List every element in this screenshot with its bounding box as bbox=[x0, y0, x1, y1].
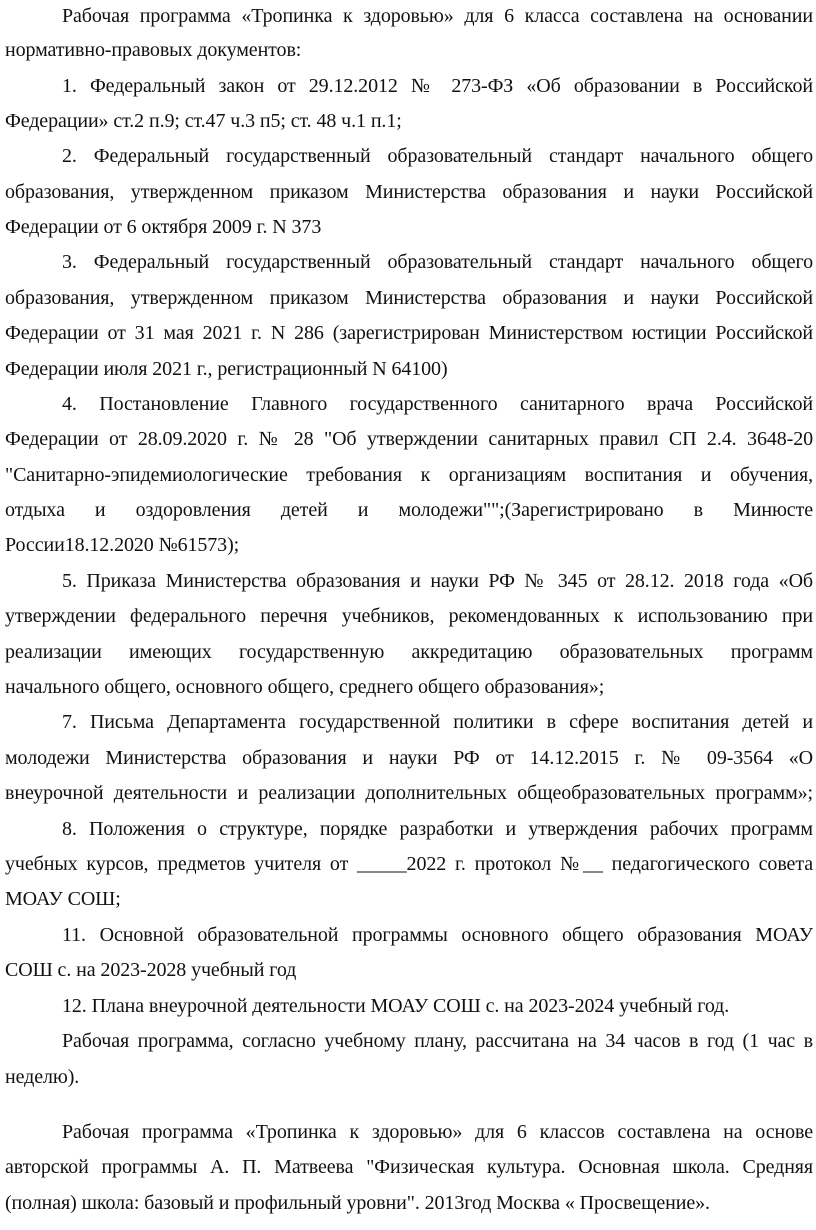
item-2-line-1: 2. Федеральный государственный образовательный стандарт начального общего bbox=[62, 145, 813, 167]
item-3-line-2: образования, утвержденном приказом Министерства образования и науки Российской bbox=[5, 287, 813, 309]
item-2-line-3: Федерации от 6 октября 2009 г. N 373 bbox=[5, 216, 322, 238]
hours-paragraph-line-1: Рабочая программа, согласно учебному плану, рассчитана на 34 часов в год (1 час в bbox=[62, 1030, 813, 1052]
item-12-line-1: 12. Плана внеурочной деятельности МОАУ СОШ с. на 2023-2024 учебный год. bbox=[62, 995, 730, 1017]
hours-paragraph-line-2: неделю). bbox=[5, 1066, 80, 1088]
item-7-line-3: внеурочной деятельности и реализации дополнительных общеобразовательных программ»; bbox=[5, 782, 813, 804]
item-1-line-1: 1. Федеральный закон от 29.12.2012 № 273-ФЗ «Об образовании в Российской bbox=[62, 75, 813, 97]
source-paragraph-line-2: авторской программы А. П. Матвеева "Физическая культура. Основная школа. Средняя bbox=[5, 1156, 813, 1178]
item-1-line-2: Федерации» ст.2 п.9; ст.47 ч.3 п5; ст. 48 ч.1 п.1; bbox=[5, 110, 402, 132]
item-8-line-1: 8. Положения о структуре, порядке разработки и утверждения рабочих программ bbox=[62, 818, 813, 840]
item-11-line-1: 11. Основной образовательной программы основного общего образования МОАУ bbox=[62, 924, 813, 946]
intro-paragraph-line-1: Рабочая программа «Тропинка к здоровью» для 6 класса составлена на основании bbox=[62, 5, 813, 27]
item-3-line-1: 3. Федеральный государственный образовательный стандарт начального общего bbox=[62, 251, 813, 273]
source-paragraph-line-1: Рабочая программа «Тропинка к здоровью» для 6 классов составлена на основе bbox=[62, 1121, 813, 1143]
item-8-line-2: учебных курсов, предметов учителя от _____2022 г. протокол №__ педагогического совета bbox=[5, 853, 813, 875]
source-paragraph-line-3: (полная) школа: базовый и профильный уровни". 2013год Москва « Просвещение». bbox=[5, 1192, 710, 1214]
item-4-line-2: Федерации от 28.09.2020 г. № 28 "Об утверждении санитарных правил СП 2.4. 3648-20 bbox=[5, 428, 813, 450]
item-4-line-1: 4. Постановление Главного государственного санитарного врача Российской bbox=[62, 393, 813, 415]
item-8-line-3: МОАУ СОШ; bbox=[5, 888, 121, 910]
item-2-line-2: образования, утвержденном приказом Министерства образования и науки Российской bbox=[5, 181, 813, 203]
item-5-line-1: 5. Приказа Министерства образования и науки РФ № 345 от 28.12. 2018 года «Об bbox=[62, 570, 813, 592]
item-11-line-2: СОШ с. на 2023-2028 учебный год bbox=[5, 959, 297, 981]
item-7-line-2: молодежи Министерства образования и науки РФ от 14.12.2015 г. № 09-3564 «О bbox=[5, 747, 813, 769]
item-5-line-4: начального общего, основного общего, среднего общего образования»; bbox=[5, 676, 605, 698]
item-4-line-4: отдыха и оздоровления детей и молодежи"";(Зарегистрировано в Минюсте bbox=[5, 499, 813, 521]
item-3-line-4: Федерации июля 2021 г., регистрационный N 64100) bbox=[5, 358, 448, 380]
item-4-line-3: "Санитарно-эпидемиологические требования к организациям воспитания и обучения, bbox=[5, 464, 813, 486]
item-5-line-3: реализации имеющих государственную аккредитацию образовательных программ bbox=[5, 641, 813, 663]
item-5-line-2: утверждении федерального перечня учебников, рекомендованных к использованию при bbox=[5, 605, 813, 627]
intro-paragraph-line-2: нормативно-правовых документов: bbox=[5, 39, 302, 61]
item-4-line-5: России18.12.2020 №61573); bbox=[5, 534, 240, 556]
item-7-line-1: 7. Письма Департамента государственной политики в сфере воспитания детей и bbox=[62, 711, 813, 733]
item-3-line-3: Федерации от 31 мая 2021 г. N 286 (зарегистрирован Министерством юстиции Российской bbox=[5, 322, 813, 344]
